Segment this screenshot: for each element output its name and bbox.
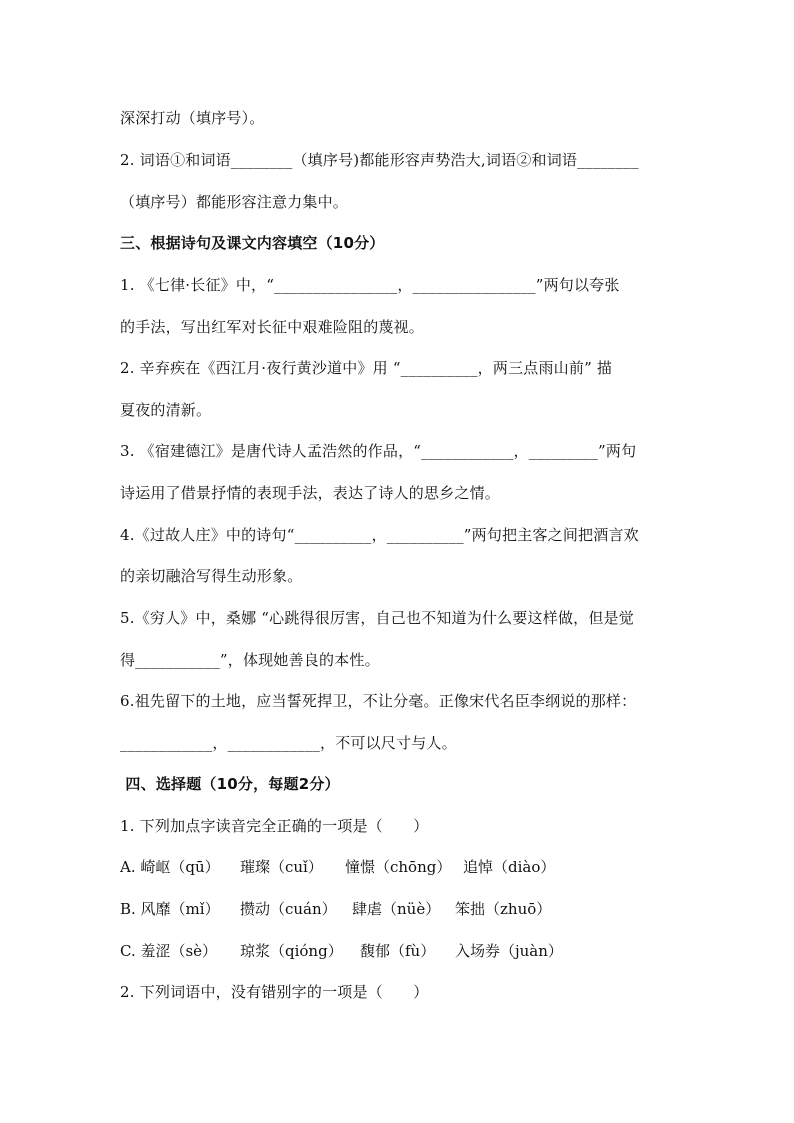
option-a-item: 追悼（diào） bbox=[463, 858, 556, 876]
option-c-item: 琼浆（qióng） bbox=[240, 942, 343, 960]
text-line: 的亲切融洽写得生动形象。 bbox=[120, 567, 303, 585]
fill-question-6: 6.祖先留下的土地，应当誓死捍卫，不让分毫。正像宋代名臣李纲说的那样： bbox=[120, 692, 637, 710]
fill-question-3: 3. 《宿建德江》是唐代诗人孟浩然的作品，“____________，_________”两句 bbox=[120, 442, 637, 460]
option-c-item: 入场券（juàn） bbox=[455, 942, 563, 960]
choice-question-2: 2. 下列词语中，没有错别字的一项是（ ） bbox=[120, 983, 429, 1001]
choice-question-1: 1. 下列加点字读音完全正确的一项是（ ） bbox=[120, 817, 429, 835]
option-a-item: 憧憬（chōng） bbox=[345, 858, 452, 876]
option-b-item: 攒动（cuán） bbox=[240, 900, 337, 918]
option-a-item: 璀璨（cuǐ） bbox=[240, 858, 323, 876]
document-page bbox=[120, 0, 676, 1123]
fill-question-4: 4.《过故人庄》中的诗句“__________，__________”两句把主客之间把酒言欢 bbox=[120, 526, 639, 544]
question-2-line: 2. 词语①和词语________（填序号)都能形容声势浩大,词语②和词语________ bbox=[120, 151, 639, 169]
fill-question-2: 2. 辛弃疾在《西江月·夜行黄沙道中》用 “__________，两三点雨山前” 描 bbox=[120, 359, 613, 377]
text-line: 得___________”，体现她善良的本性。 bbox=[120, 651, 380, 669]
section-4-heading: 四、选择题（10分，每题2分） bbox=[120, 775, 340, 793]
text-line: （填序号）都能形容注意力集中。 bbox=[120, 193, 349, 211]
text-line: 深深打动（填序号）。 bbox=[120, 109, 265, 127]
option-a-item: A. 崎岖（qū） bbox=[120, 858, 220, 876]
option-b-item: B. 风靡（mǐ） bbox=[120, 900, 220, 918]
option-c-item: C. 羞涩（sè） bbox=[120, 942, 218, 960]
option-b-item: 肆虐（nüè） bbox=[352, 900, 441, 918]
fill-question-1: 1. 《七律·长征》中，“________________，________________”两句以夸张 bbox=[120, 276, 620, 294]
option-c-item: 馥郁（fù） bbox=[360, 942, 436, 960]
fill-question-5: 5.《穷人》中，桑娜 “心跳得很厉害，自己也不知道为什么要这样做，但是觉 bbox=[120, 609, 634, 627]
option-b-item: 笨拙（zhuō） bbox=[455, 900, 552, 918]
text-line: 诗运用了借景抒情的表现手法，表达了诗人的思乡之情。 bbox=[120, 484, 501, 502]
text-line: ____________，____________，不可以尺寸与人。 bbox=[120, 734, 457, 752]
text-line: 的手法，写出红军对长征中艰难险阻的蔑视。 bbox=[120, 318, 425, 336]
section-3-heading: 三、根据诗句及课文内容填空（10分） bbox=[120, 234, 385, 252]
text-line: 夏夜的清新。 bbox=[120, 401, 212, 419]
